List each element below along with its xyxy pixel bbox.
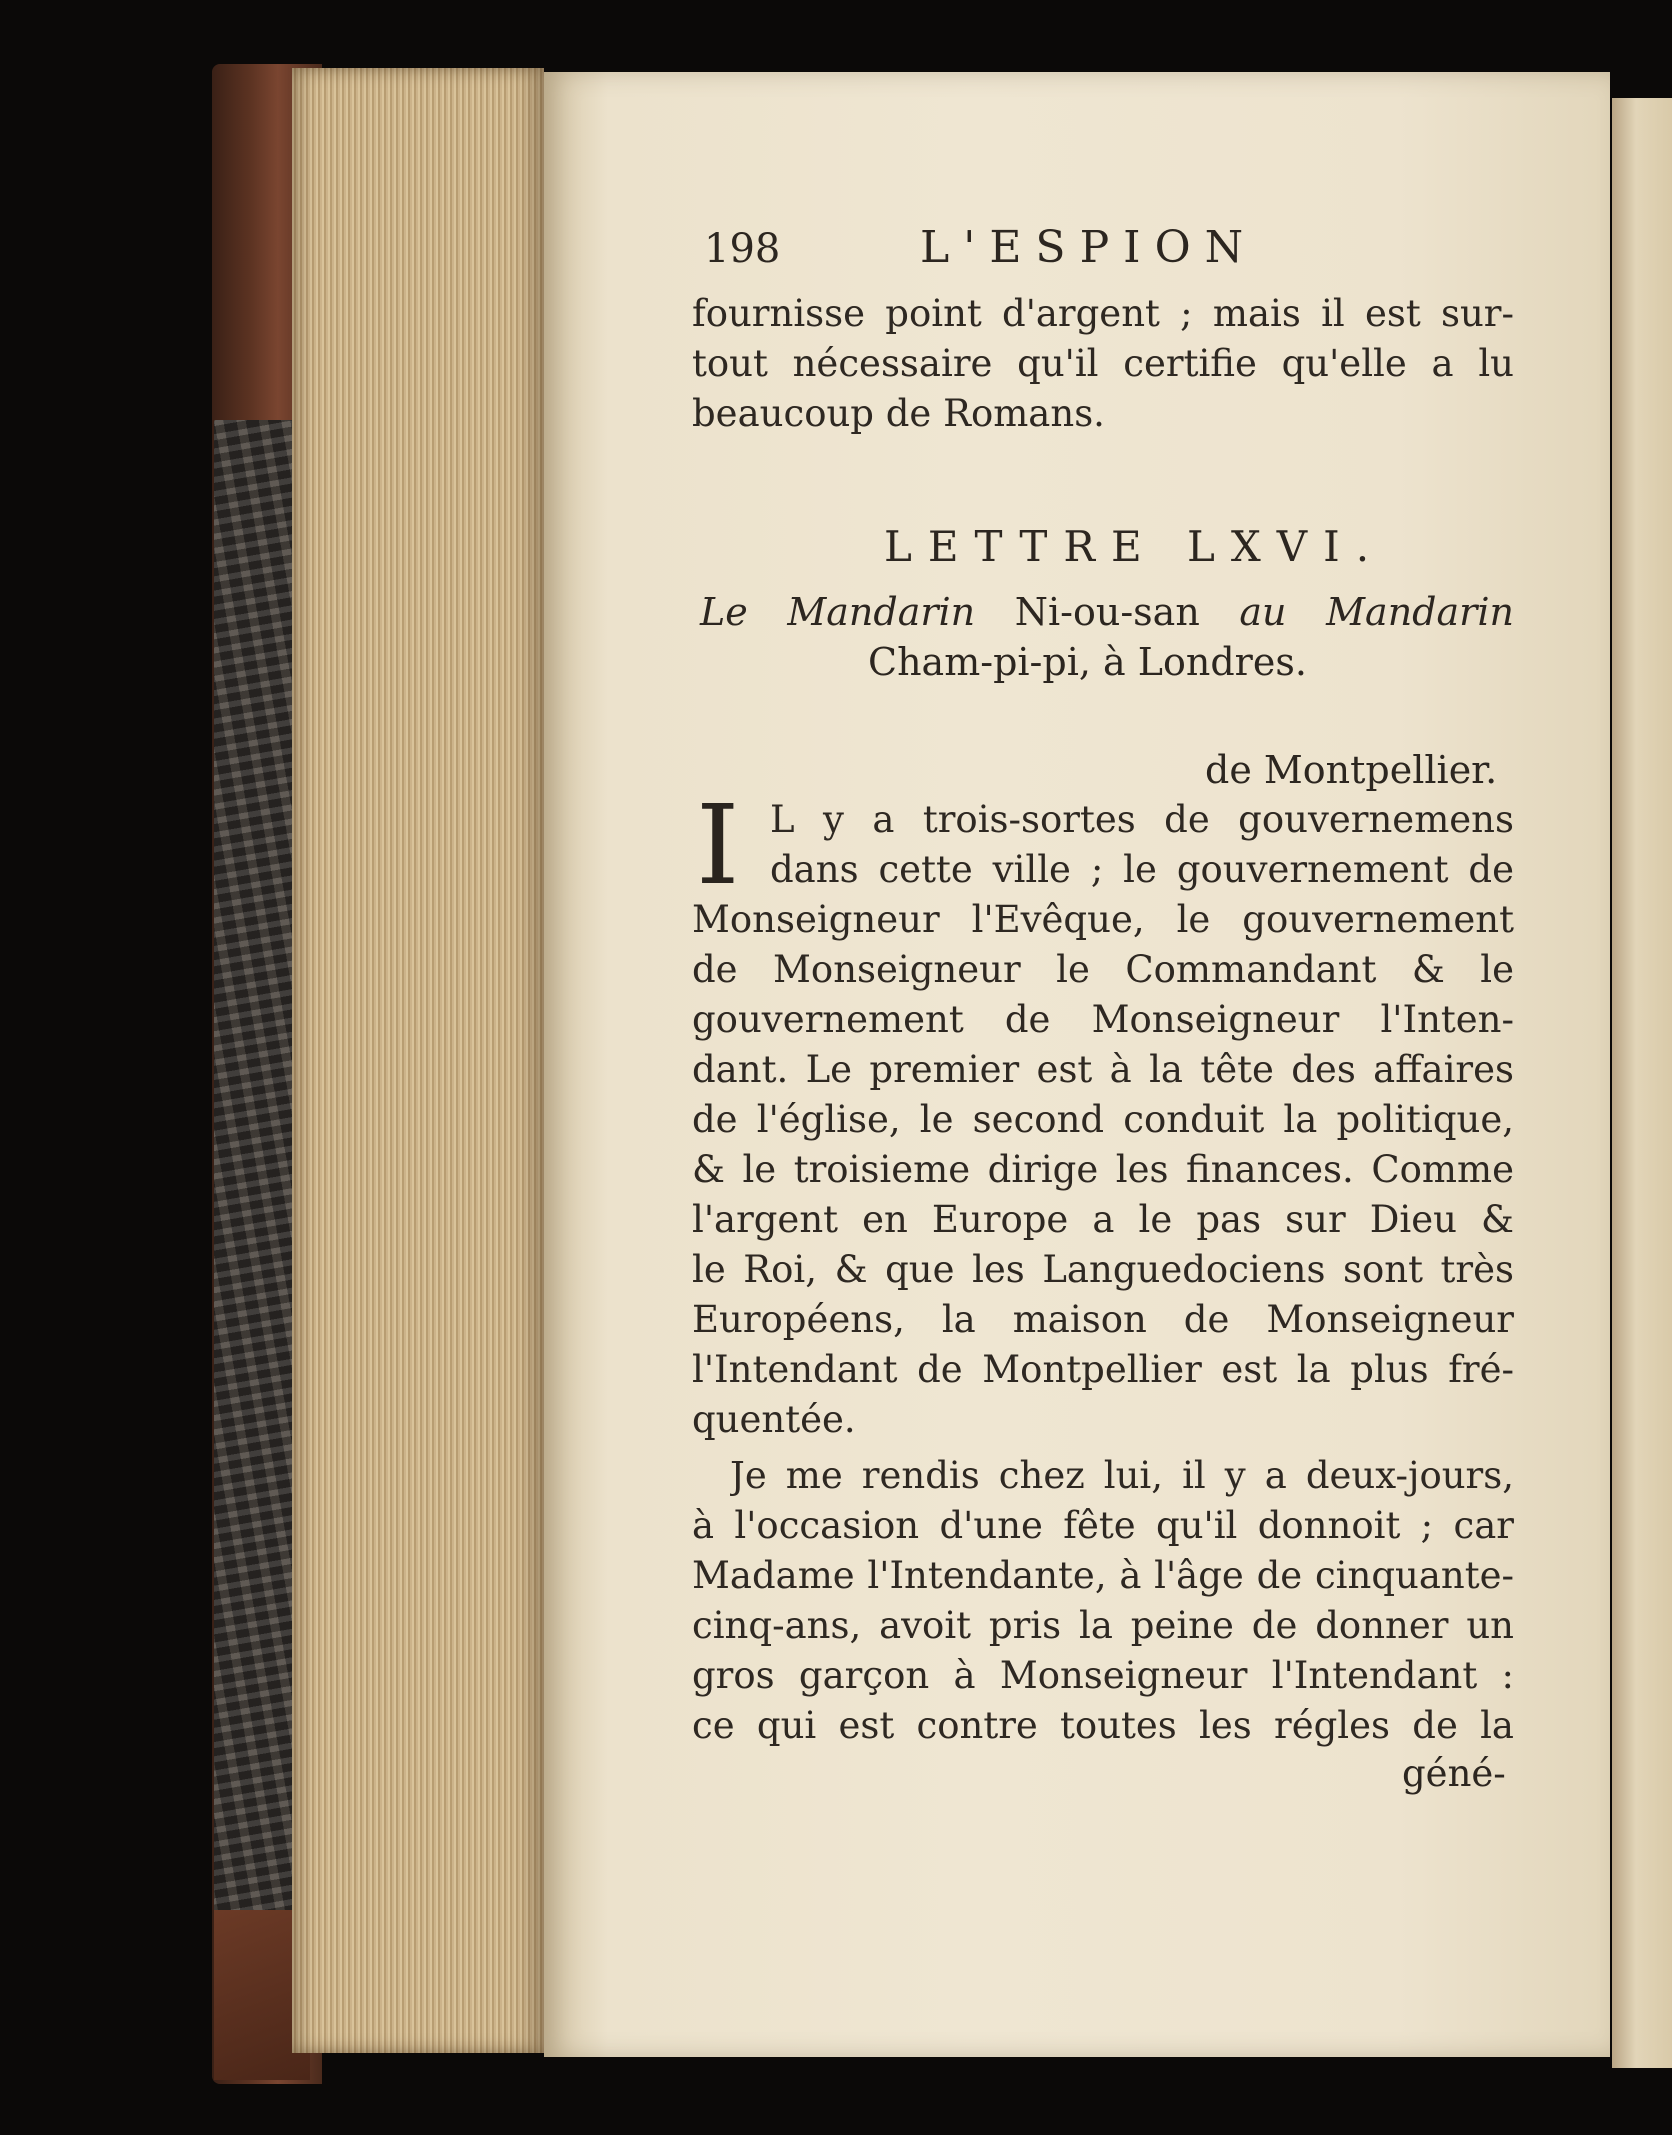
carry-line: fournisse point d'argent ; mais il est sur- — [692, 292, 1514, 335]
page-edges — [292, 68, 544, 2053]
address-word: au — [1239, 590, 1287, 634]
carry-line: beaucoup de Romans. — [692, 392, 1105, 435]
carry-line: tout nécessaire qu'il certifie qu'elle a lu — [692, 342, 1514, 385]
body-line: à l'occasion d'une fête qu'il donnoit ; car — [692, 1504, 1514, 1547]
body-line: Monseigneur l'Evêque, le gouvernement — [692, 898, 1514, 941]
address-word: Mandarin — [1326, 590, 1514, 634]
body-line: & le troisieme dirige les finances. Comme — [692, 1148, 1514, 1191]
body-line: gros garçon à Monseigneur l'Intendant : — [692, 1654, 1514, 1697]
body-line: dant. Le premier est à la tête des affaires — [692, 1048, 1514, 1091]
running-head: L'ESPION — [920, 222, 1258, 273]
address-word: Mandarin — [787, 590, 976, 634]
body-line: de l'église, le second conduit la politique, — [692, 1098, 1514, 1141]
page-number: 198 — [704, 226, 781, 272]
body-line: le Roi, & que les Languedociens sont très — [692, 1248, 1514, 1291]
body-line: Je me rendis chez lui, il y a deux-jours, — [730, 1454, 1514, 1497]
body-line: Madame l'Intendante, à l'âge de cinquante- — [692, 1554, 1514, 1597]
letter-address-line1 — [700, 590, 1514, 634]
body-line: de Monseigneur le Commandant & le — [692, 948, 1514, 991]
body-line: ce qui est contre toutes les régles de la — [692, 1704, 1514, 1747]
body-line: l'Intendant de Montpellier est la plus fré- — [692, 1348, 1514, 1391]
body-line: Européens, la maison de Monseigneur — [692, 1298, 1514, 1341]
marbled-board — [214, 420, 294, 1940]
catchword: géné- — [1402, 1752, 1506, 1795]
body-line: gouvernement de Monseigneur l'Inten- — [692, 998, 1514, 1041]
body-line: quentée. — [692, 1398, 856, 1441]
letter-address-line2: Cham-pi-pi, à Londres. — [868, 640, 1307, 684]
body-line: dans cette ville ; le gouvernement de — [770, 848, 1514, 891]
letter-place: de Montpellier. — [1205, 748, 1498, 792]
body-line: l'argent en Europe a le pas sur Dieu & — [692, 1198, 1514, 1241]
address-word: Ni-ou-san — [1014, 590, 1200, 634]
body-line: L y a trois-sortes de gouvernemens — [770, 798, 1514, 841]
drop-cap: I — [696, 781, 740, 909]
facing-page-edge — [1612, 98, 1672, 2068]
body-line: cinq-ans, avoit pris la peine de donner un — [692, 1604, 1514, 1647]
address-word: Le — [700, 590, 748, 634]
letter-title: LETTRE LXVI. — [884, 522, 1386, 571]
